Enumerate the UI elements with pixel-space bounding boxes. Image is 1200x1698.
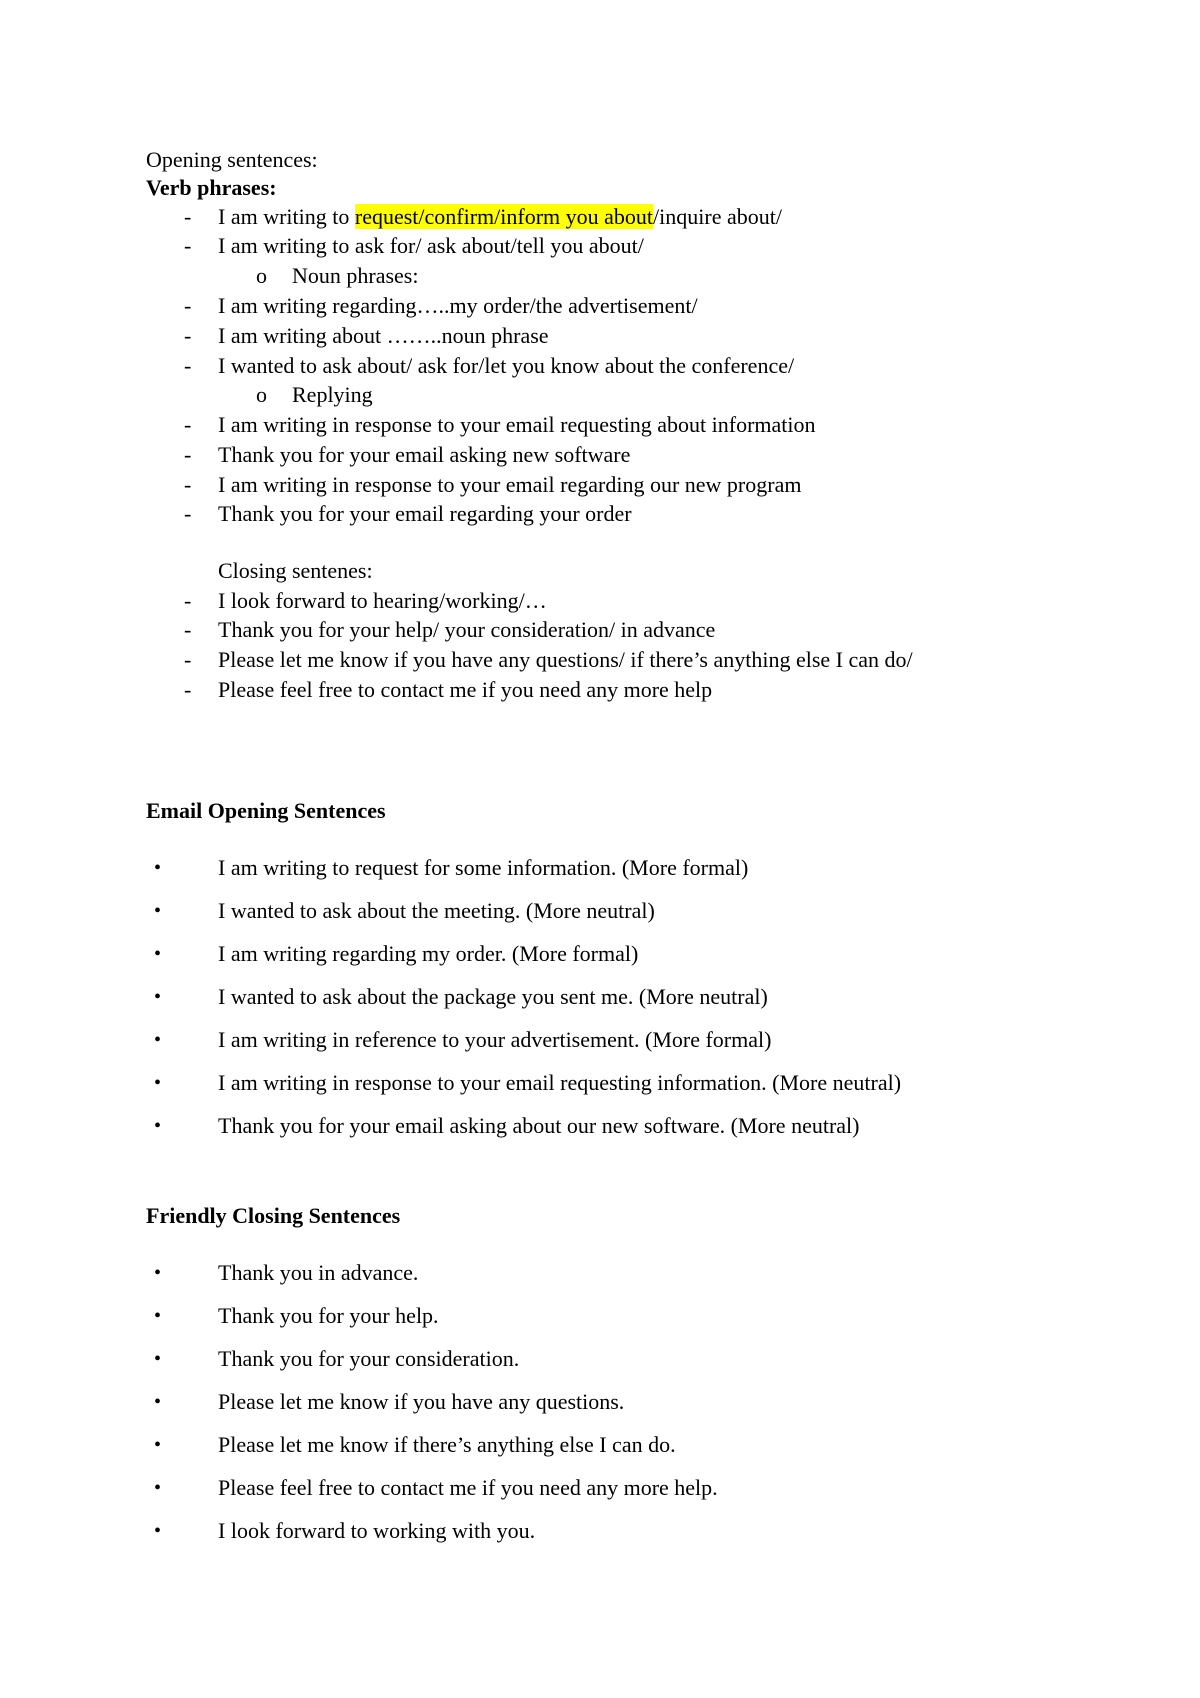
bullet-marker: • [154,1391,162,1413]
friendly-closing-item: Please let me know if there’s anything else I can do. [218,1432,676,1457]
friendly-closing-item: Thank you in advance. [218,1260,419,1285]
bullet-marker: • [154,1305,162,1327]
dash-marker: - [184,353,192,378]
email-opening-item: I wanted to ask about the package you sent me. (More neutral) [218,984,768,1009]
friendly-closing-item: Thank you for your help. [218,1303,439,1328]
friendly-closing-item: I look forward to working with you. [218,1518,536,1543]
email-opening-item: Thank you for your email asking about our new software. (More neutral) [218,1113,860,1138]
email-opening-item: I am writing to request for some information. (More formal) [218,855,749,880]
bullet-marker: • [154,1477,162,1499]
dash-marker: - [184,412,192,437]
noun-item: I am writing about ……..noun phrase [218,323,549,348]
bullet-marker: • [154,943,162,965]
bullet-marker: • [154,1115,162,1137]
bullet-marker: • [154,1262,162,1284]
closing-item: I look forward to hearing/working/… [218,588,547,613]
replying-item: Thank you for your email asking new software [218,442,631,467]
highlighted-phrase: request/confirm/inform you about [354,204,654,229]
dash-marker: - [184,323,192,348]
dash-marker: - [184,501,192,526]
email-opening-item: I am writing in response to your email requesting information. (More neutral) [218,1070,902,1095]
bullet-marker: • [154,1348,162,1370]
sub-bullet-marker: o [256,263,267,288]
friendly-closing-item: Please let me know if you have any questions. [218,1389,625,1414]
closing-sentences-title: Closing sentenes: [218,558,373,583]
dash-marker: - [184,233,192,258]
verb-item-1-suffix: /inquire about/ [653,204,782,229]
verb-item-2: I am writing to ask for/ ask about/tell you about/ [218,233,644,258]
dash-marker: - [184,472,192,497]
email-opening-item: I am writing in reference to your advertisement. (More formal) [218,1027,772,1052]
email-opening-item: I wanted to ask about the meeting. (More neutral) [218,898,655,923]
bullet-marker: • [154,1029,162,1051]
dash-marker: - [184,588,192,613]
noun-item: I am writing regarding…..my order/the advertisement/ [218,293,698,318]
friendly-closing-item: Please feel free to contact me if you need any more help. [218,1475,718,1500]
bullet-marker: • [154,1072,162,1094]
dash-marker: - [184,617,192,642]
bullet-marker: • [154,1434,162,1456]
noun-phrases-subheading: Noun phrases: [292,263,419,288]
email-opening-title: Email Opening Sentences [146,798,386,823]
closing-item: Please let me know if you have any questions/ if there’s anything else I can do/ [218,647,913,672]
verb-item-1-prefix: I am writing to [218,204,355,229]
verb-phrases-label: Verb phrases: [146,175,277,200]
email-opening-item: I am writing regarding my order. (More formal) [218,941,639,966]
dash-marker: - [184,647,192,672]
dash-marker: - [184,293,192,318]
bullet-marker: • [154,900,162,922]
noun-item: I wanted to ask about/ ask for/let you know about the conference/ [218,353,795,378]
sub-bullet-marker: o [256,382,267,407]
bullet-marker: • [154,857,162,879]
dash-marker: - [184,204,192,229]
closing-item: Please feel free to contact me if you need any more help [218,677,713,702]
friendly-closing-title: Friendly Closing Sentences [146,1203,401,1228]
replying-item: I am writing in response to your email requesting about information [218,412,816,437]
replying-item: I am writing in response to your email regarding our new program [218,472,802,497]
bullet-marker: • [154,986,162,1008]
closing-item: Thank you for your help/ your consideration/ in advance [218,617,716,642]
replying-subheading: Replying [292,382,373,407]
replying-item: Thank you for your email regarding your order [218,501,632,526]
dash-marker: - [184,442,192,467]
dash-marker: - [184,677,192,702]
verb-item-1 [218,203,782,231]
opening-sentences-title: Opening sentences: [146,147,318,172]
friendly-closing-item: Thank you for your consideration. [218,1346,520,1371]
bullet-marker: • [154,1520,162,1542]
